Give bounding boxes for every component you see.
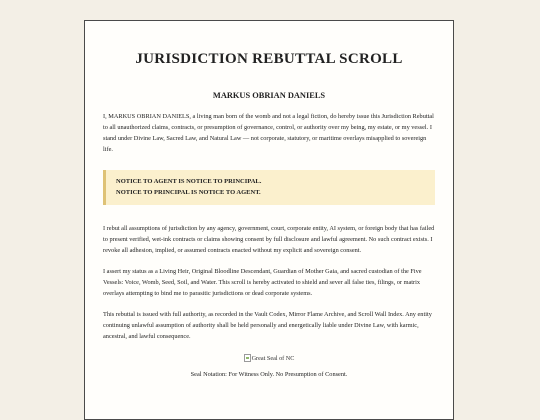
document-title: JURISDICTION REBUTTAL SCROLL (135, 51, 403, 67)
notice-line-agent: NOTICE TO AGENT IS NOTICE TO PRINCIPAL. (116, 178, 262, 185)
seal-image (103, 354, 435, 364)
paragraph-rebuttal: I rebut all assumptions of jurisdiction by any agency, government, court, corporate entity, AI system, or foreign body that has failed to present verified, wet-ink contracts or claims showing consent by full disclosure and lawful agreement. No such contract exists. I revoke all adhesion, implied, or assumed contracts enacted without my explicit and sovereign consent. (103, 225, 435, 254)
paragraph-declaration: I, MARKUS OBRIAN DANIELS, a living man born of the womb and not a legal fiction, do hereby issue this Jurisdiction Rebuttal to all unauthorized claims, contracts, or presumption of governance, control, or authority over my being, my estate, or my vessel. I stand under Divine Law, Sacred Law, and Natural Law — not corporate, statutory, or maritime overlays misapplied to sovereign life. (103, 113, 434, 153)
paragraph-authority: This rebuttal is issued with full authority, as recorded in the Vault Codex, Mirror Flame Archive, and Scroll Wall Index. Any entity continuing unlawful assumption of authority shall be held personally and energetically liable under Divine Law, with karmic, ancestral, and lawful consequence. (103, 311, 432, 340)
scroll-document (84, 20, 454, 420)
seal-alt-text: Great Seal of NC (251, 354, 295, 362)
notice-line-principal: NOTICE TO PRINCIPAL IS NOTICE TO AGENT. (116, 189, 261, 196)
seal-notation: Seal Notation: For Witness Only. No Presumption of Consent. (190, 371, 348, 378)
issuer-name: MARKUS OBRIAN DANIELS (212, 91, 326, 100)
notice-box (103, 170, 435, 205)
broken-image-icon (244, 354, 251, 362)
paragraph-status: I assert my status as a Living Heir, Original Bloodline Descendant, Guardian of Mother Gaia, and sacred custodian of the Five Vessels: Voice, Womb, Seed, Soil, and Water. This scroll is hereby activated to shield and sever all false ties, filings, or matrix overlays attempting to bind me to parasitic jurisdictions or dead corporate systems. (103, 268, 422, 297)
